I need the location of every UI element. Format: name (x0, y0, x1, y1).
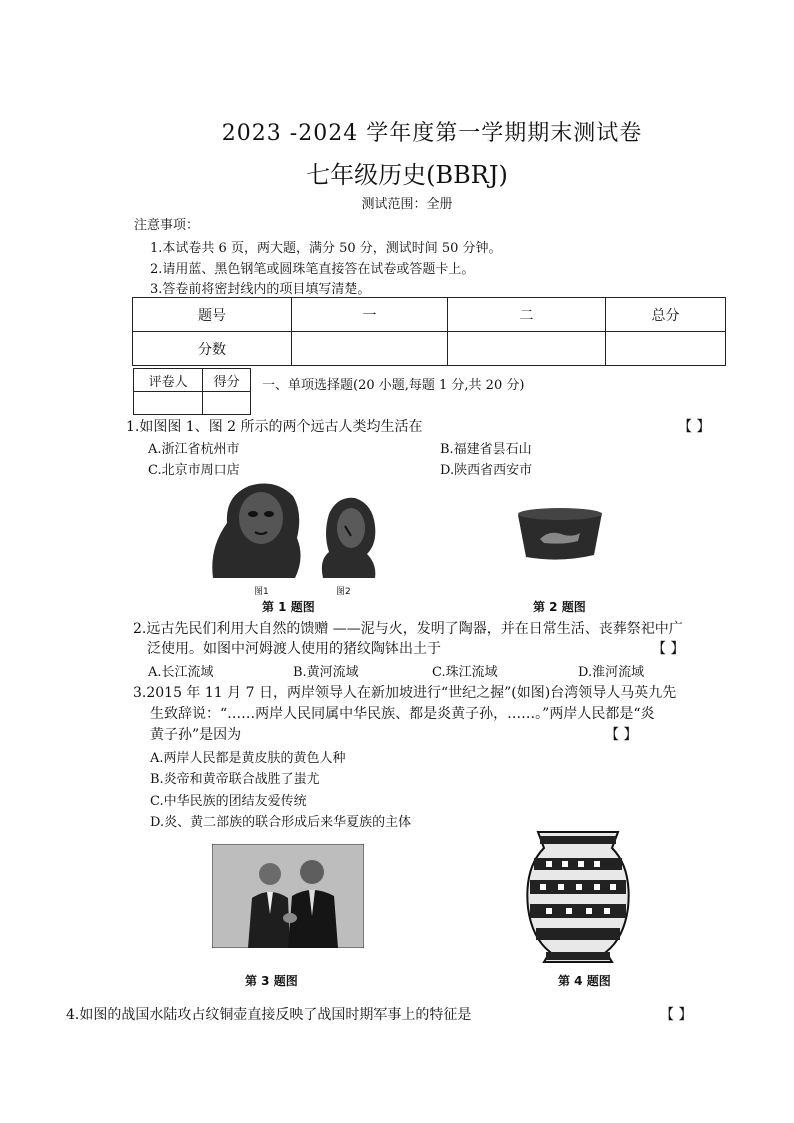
q4-answer-bracket[interactable]: 【 】 (660, 1007, 693, 1023)
section1-title: 一、单项选择题(20 小题,每题 1 分,共 20 分) (262, 378, 525, 393)
q3-option-c[interactable]: C.中华民族的团结友爱传统 (150, 794, 307, 809)
score-cell-total[interactable] (606, 332, 726, 366)
note-item-3: 3.答卷前将密封线内的项目填写清楚。 (150, 282, 371, 297)
score-table (132, 297, 726, 366)
score-header-number: 题号 (133, 298, 292, 332)
q1-option-c[interactable]: C.北京市周口店 (148, 463, 240, 478)
score-header-part1: 一 (292, 298, 448, 332)
q1-text: 1.如图图 1、图 2 所示的两个远古人类均生活在 (126, 419, 423, 435)
bust-2-image (322, 498, 375, 578)
q2-text-line-1: 2.远古先民们利用大自然的馈赠 ——泥与火，发明了陶器，并在日常生活、丧葬祭祀中广 (133, 621, 683, 637)
fig1-bust-images (205, 478, 385, 598)
fig1-label: 图1 (254, 587, 269, 597)
q1-option-d[interactable]: D.陕西省西安市 (440, 463, 533, 478)
pottery-bowl-image (514, 505, 606, 563)
q2-option-c[interactable]: C.珠江流域 (432, 665, 498, 680)
q2-option-d[interactable]: D.淮河流域 (578, 665, 645, 680)
score-header-total: 总分 (606, 298, 726, 332)
q3-option-a[interactable]: A.两岸人民都是黄皮肤的黄色人种 (150, 751, 346, 766)
q3-answer-bracket[interactable]: 【 】 (605, 727, 638, 743)
fig3-caption: 第 3 题图 (245, 974, 298, 988)
q2-answer-bracket[interactable]: 【 】 (652, 641, 685, 657)
grader-score-cell[interactable] (203, 392, 251, 415)
fig2-label: 图2 (336, 587, 351, 597)
grader-table (133, 368, 251, 415)
q3-text-line-1: 3.2015 年 11 月 7 日，两岸领导人在新加坡进行“世纪之握”(如图)台湾领导人马英九先 (133, 685, 677, 701)
note-item-1: 1.本试卷共 6 页，两大题，满分 50 分，测试时间 50 分钟。 (150, 241, 502, 256)
q2-option-b[interactable]: B.黄河流域 (293, 665, 359, 680)
score-row-label: 分数 (133, 332, 292, 366)
exam-subtitle: 七年级历史(BBRJ) (306, 161, 508, 189)
grader-score-label: 得分 (203, 369, 251, 392)
fig1-caption: 第 1 题图 (262, 600, 315, 614)
fig2-caption: 第 2 题图 (533, 600, 586, 614)
q1-answer-bracket[interactable]: 【 】 (678, 419, 711, 435)
note-item-2: 2.请用蓝、黑色钢笔或圆珠笔直接答在试卷或答题卡上。 (150, 262, 475, 277)
notes-heading: 注意事项： (134, 218, 200, 233)
bust-1-image (212, 484, 300, 578)
q2-option-a[interactable]: A.长江流域 (148, 665, 214, 680)
q1-option-a[interactable]: A.浙江省杭州市 (148, 442, 240, 457)
exam-title: 2023 -2024 学年度第一学期期末测试卷 (221, 121, 643, 146)
handshake-photo (212, 844, 364, 948)
test-scope: 测试范围：全册 (361, 197, 453, 212)
grader-reviewer-cell[interactable] (134, 392, 203, 415)
q3-option-d[interactable]: D.炎、黄二部族的联合形成后来华夏族的主体 (150, 815, 412, 830)
bronze-vessel-image (516, 828, 640, 966)
fig4-caption: 第 4 题图 (558, 974, 611, 988)
score-header-part2: 二 (448, 298, 606, 332)
q4-text: 4.如图的战国水陆攻占纹铜壶直接反映了战国时期军事上的特征是 (66, 1007, 472, 1023)
q3-text-line-2: 生致辞说：“……两岸人民同属中华民族、都是炎黄子孙，……。”两岸人民都是“炎 (150, 706, 655, 722)
q2-text-line-2: 泛使用。如图中河姆渡人使用的猪纹陶钵出土于 (147, 641, 441, 657)
grader-reviewer-label: 评卷人 (134, 369, 203, 392)
q3-option-b[interactable]: B.炎帝和黄帝联合战胜了蚩尤 (150, 772, 320, 787)
score-cell-part1[interactable] (292, 332, 448, 366)
q3-text-line-3: 黄子孙”是因为 (150, 727, 242, 743)
q1-option-b[interactable]: B.福建省昙石山 (440, 442, 532, 457)
score-cell-part2[interactable] (448, 332, 606, 366)
